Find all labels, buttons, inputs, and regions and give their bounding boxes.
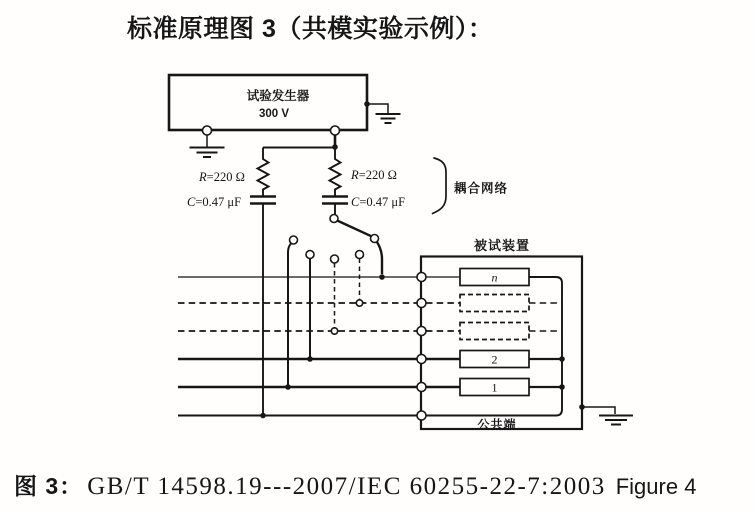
dut-ground: [579, 404, 633, 424]
terminal-lines: [178, 277, 417, 416]
unit-1-label: 1: [491, 380, 498, 395]
caption-standard-reference: GB/T 14598.19---2007/IEC 60255-22-7:2003: [87, 473, 606, 500]
resistor-right-label: R=220 Ω: [351, 168, 397, 182]
generator-ground-right: [364, 101, 400, 123]
dut-unit-n: [460, 269, 529, 286]
capacitor-right: [322, 197, 348, 204]
test-generator-box: [169, 75, 367, 130]
resistor-right: [330, 148, 341, 197]
generator-output-wires: [263, 135, 338, 150]
dut-unit-2: [460, 351, 529, 368]
resistor-left: [258, 148, 269, 197]
coupling-network-label: 耦合网络: [454, 181, 509, 196]
unit-n-label: n: [491, 270, 498, 285]
capacitor-left: [250, 197, 276, 204]
generator-label: 试验发生器: [246, 89, 310, 103]
dut-label: 被试装置: [473, 238, 531, 253]
common-terminal-label: 公共端: [477, 417, 517, 432]
capacitor-left-label: C=0.47 μF: [187, 195, 242, 209]
dut-unit-1: [460, 379, 529, 396]
dut-unit-dashed-1: [460, 295, 529, 312]
capacitor-right-label: C=0.47 μF: [351, 195, 406, 209]
caption-figure-number: 图 3：: [14, 473, 84, 499]
page-title: 标准原理图 3（共模实验示例）：: [127, 15, 494, 43]
dut-unit-dashed-2: [460, 323, 529, 340]
dut-box: [417, 257, 582, 432]
figure-caption: [14, 468, 696, 501]
coupling-brace: [433, 158, 447, 214]
resistor-left-label: R=220 Ω: [199, 170, 245, 184]
generator-voltage: 300 V: [258, 108, 290, 120]
generator-ground-left: [190, 136, 225, 158]
unit-2-label: 2: [491, 352, 498, 367]
caption-figure-suffix: Figure 4: [615, 474, 697, 499]
